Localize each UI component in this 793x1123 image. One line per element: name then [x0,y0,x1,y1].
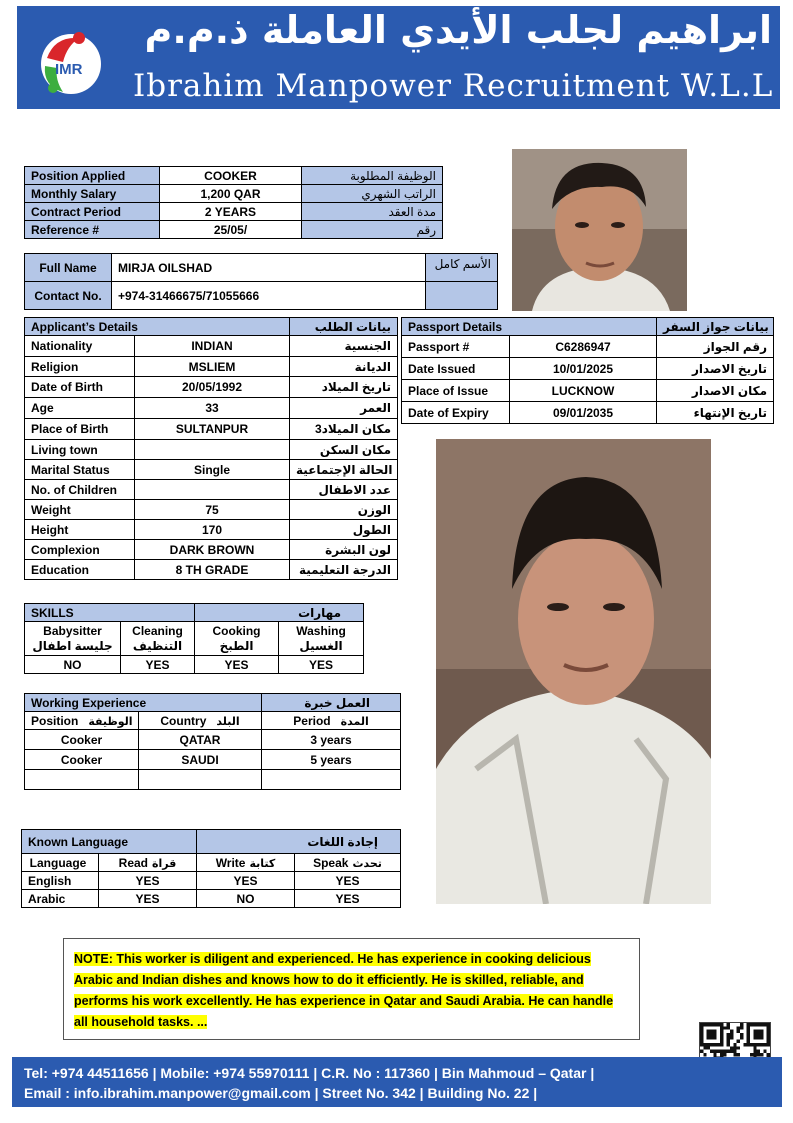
skill-header-cell [121,622,195,656]
passport-row-value: C6286947 [510,336,657,358]
experience-position: Cooker [25,730,139,750]
applicant-row-label: Place of Birth [25,419,135,440]
passport-row [402,336,774,358]
contact-table [24,253,498,310]
skill-name-arabic: جليسة اطفال [32,638,113,653]
experience-col-name: Period [293,713,331,728]
applicant-row-value: 75 [135,500,290,520]
applicant-row [25,520,398,540]
skill-value: YES [279,656,364,674]
position-row-arabic: مدة العقد [302,203,443,221]
position-row-value: 1,200 QAR [160,185,302,203]
applicant-row-label: Nationality [25,336,135,357]
applicant-row-value [135,480,290,500]
applicant-row [25,480,398,500]
company-logo-icon [33,28,123,98]
position-row-value: COOKER [160,167,302,185]
applicant-row-value: MSLIEM [135,357,290,377]
experience-col-name: Country [160,713,207,728]
passport-row [402,402,774,424]
experience-col-name-arabic: الوظيفة [88,715,133,728]
applicant-row [25,377,398,398]
language-col-name: Write [215,855,246,870]
experience-col-header [25,712,139,730]
language-row [22,890,401,908]
applicant-row-label: Date of Birth [25,377,135,398]
skill-value: YES [195,656,279,674]
applicant-details-title-ar: بيانات الطلب [290,318,398,336]
applicant-row-value: SULTANPUR [135,419,290,440]
applicant-row-arabic: الحالة الإجتماعية [290,460,398,480]
applicant-row [25,336,398,357]
language-col-header [22,854,99,872]
applicant-row-label: Weight [25,500,135,520]
passport-row-label: Passport # [402,336,510,358]
applicant-row-arabic: الديانة [290,357,398,377]
experience-row [25,770,401,790]
applicant-photo-small [512,149,687,311]
passport-details-table [401,317,774,424]
position-table [24,166,443,239]
language-col-name-arabic: كتابة [249,857,276,870]
applicant-row-value: Single [135,460,290,480]
position-row-label: Reference # [25,221,160,239]
skill-name: Cooking [212,623,261,638]
passport-row-value: 10/01/2025 [510,358,657,380]
passport-row-arabic: مكان الاصدار [657,380,774,402]
language-name: Arabic [22,890,99,908]
full-name-arabic: الأسم كامل [426,254,498,282]
experience-row [25,730,401,750]
note-text: NOTE: This worker is diligent and experienced. He has experience in cooking delicious Arabic and Indian dishes and knows how to do it efficiently. He is skilled, reliable, and performs his work excellently. He has experience in Qatar and Saudi Arabia. He can handle all household tasks. ... [74,952,614,1029]
language-col-name: Language [29,855,87,870]
position-row [25,221,443,239]
position-row-value: 25/05/ [160,221,302,239]
skill-name: Washing [296,623,346,638]
position-row-label: Contract Period [25,203,160,221]
applicant-row-label: Religion [25,357,135,377]
position-row [25,167,443,185]
note-box [63,938,640,1040]
footer-phone-line: Tel: +974 44511656 | Mobile: +974 55970111 | C.R. No : 117360 | Bin Mahmoud – Qatar | [24,1065,595,1081]
letterhead-banner [17,6,780,109]
applicant-row [25,500,398,520]
language-write: YES [197,872,295,890]
applicant-row-label: Marital Status [25,460,135,480]
experience-col-header [139,712,262,730]
applicant-row-arabic: عدد الاطفال [290,480,398,500]
languages-title: Known Language [22,830,197,854]
applicant-row-arabic: الوزن [290,500,398,520]
applicant-row [25,440,398,460]
applicant-row-value: 170 [135,520,290,540]
applicant-row-arabic: الجنسية [290,336,398,357]
skill-name: Cleaning [132,623,183,638]
contact-value: +974-31466675/71055666 [112,282,426,310]
footer-bar [12,1057,782,1107]
language-read: YES [99,890,197,908]
applicant-row-arabic: الطول [290,520,398,540]
applicant-row-value: INDIAN [135,336,290,357]
applicant-row-arabic: مكان الميلاد3 [290,419,398,440]
language-col-name-arabic: قراة [152,857,177,870]
applicant-row-label: Age [25,398,135,419]
logo-text: IMR [55,61,83,78]
experience-period: 3 years [262,730,401,750]
experience-period: 5 years [262,750,401,770]
applicant-row [25,560,398,580]
skill-value: YES [121,656,195,674]
experience-period [262,770,401,790]
position-row-arabic: الراتب الشهري [302,185,443,203]
footer-email-line: Email : info.ibrahim.manpower@gmail.com | Street No. 342 | Building No. 22 | [24,1085,538,1101]
language-col-header [99,854,197,872]
applicant-row-value: 20/05/1992 [135,377,290,398]
applicant-row-value: DARK BROWN [135,540,290,560]
applicant-row-value: 33 [135,398,290,419]
language-col-name: Speak [313,855,349,870]
language-col-name-arabic: تحدث [352,857,382,870]
applicant-row-label: Complexion [25,540,135,560]
experience-col-name-arabic: البلد [216,715,240,728]
skill-name-arabic: الطبخ [219,638,254,653]
applicant-row [25,540,398,560]
passport-row [402,358,774,380]
passport-row-value: LUCKNOW [510,380,657,402]
applicant-row [25,357,398,377]
experience-row [25,750,401,770]
languages-table [21,829,401,908]
passport-row [402,380,774,402]
full-name-label: Full Name [25,254,112,282]
passport-row-arabic: رقم الجواز [657,336,774,358]
applicant-row-arabic: تاريخ الميلاد [290,377,398,398]
language-name: English [22,872,99,890]
experience-col-header [262,712,401,730]
passport-row-label: Place of Issue [402,380,510,402]
position-row-arabic: الوظيفة المطلوبة [302,167,443,185]
experience-position: Cooker [25,750,139,770]
applicant-row-arabic: العمر [290,398,398,419]
applicant-row-value [135,440,290,460]
position-row-label: Monthly Salary [25,185,160,203]
passport-row-label: Date of Expiry [402,402,510,424]
skill-name-arabic: التنظيف [132,638,183,653]
passport-row-arabic: تاريخ الاصدار [657,358,774,380]
contact-label: Contact No. [25,282,112,310]
languages-title-ar: إجادة اللغات [197,830,401,854]
applicant-row-label: Height [25,520,135,540]
applicant-row-label: No. of Children [25,480,135,500]
language-col-name: Read [118,855,149,870]
position-row-value: 2 YEARS [160,203,302,221]
applicant-row-value: 8 TH GRADE [135,560,290,580]
applicant-photo-large [436,439,711,904]
skill-header-cell [25,622,121,656]
company-name-arabic: ابراهيم لجلب الأيدي العاملة ذ.م.م [144,8,772,52]
applicant-row-arabic: الدرجة التعليمية [290,560,398,580]
position-row-arabic: رقم [302,221,443,239]
experience-title-ar: العمل خبرة [262,694,401,712]
experience-table [24,693,401,790]
experience-country: SAUDI [139,750,262,770]
position-row-label: Position Applied [25,167,160,185]
skill-name: Babysitter [43,623,102,638]
language-read: YES [99,872,197,890]
applicant-row-label: Education [25,560,135,580]
skills-title: SKILLS [25,604,195,622]
passport-row-value: 09/01/2035 [510,402,657,424]
skill-header-cell [279,622,364,656]
passport-row-arabic: تاريخ الإنتهاء [657,402,774,424]
language-speak: YES [295,890,401,908]
skills-title-ar: مهارات [195,604,364,622]
language-row [22,872,401,890]
passport-row-label: Date Issued [402,358,510,380]
company-name-english: Ibrahim Manpower Recruitment W.L.L [133,68,774,104]
language-col-header [197,854,295,872]
skill-name-arabic: الغسيل [299,638,343,653]
applicant-details-table [24,317,398,580]
full-name-value: MIRJA OILSHAD [112,254,426,282]
experience-col-name-arabic: المدة [340,715,369,728]
applicant-row-arabic: لون البشرة [290,540,398,560]
passport-details-title: Passport Details [402,318,657,336]
experience-title: Working Experience [25,694,262,712]
language-write: NO [197,890,295,908]
applicant-row [25,419,398,440]
experience-country [139,770,262,790]
passport-details-title-ar: بيانات جواز السفر [657,318,774,336]
skill-value: NO [25,656,121,674]
applicant-row [25,460,398,480]
language-col-header [295,854,401,872]
language-speak: YES [295,872,401,890]
applicant-row-label: Living town [25,440,135,460]
skills-table [24,603,364,674]
applicant-row-arabic: مكان السكن [290,440,398,460]
skill-header-cell [195,622,279,656]
experience-country: QATAR [139,730,262,750]
applicant-row [25,398,398,419]
experience-position [25,770,139,790]
position-row [25,203,443,221]
experience-col-name: Position [31,713,79,728]
position-row [25,185,443,203]
applicant-details-title: Applicant’s Details [25,318,290,336]
